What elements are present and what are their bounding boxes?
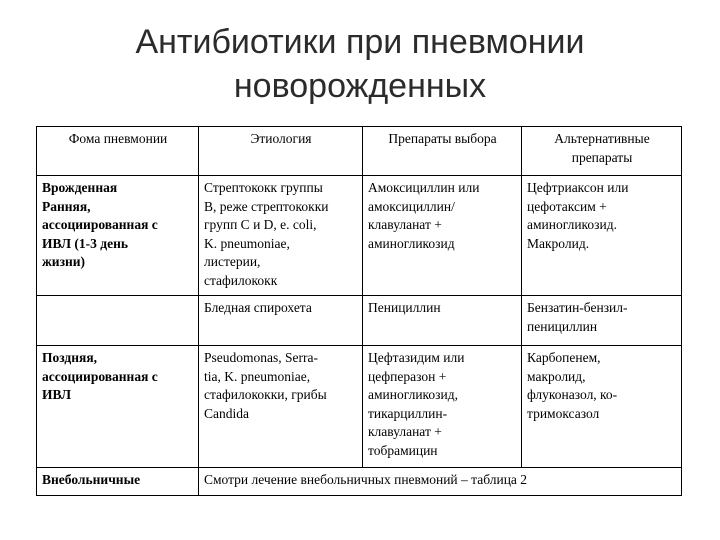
cell-etiology: Стрептококк группы B, реже стрептококки групп C и D, e. coli, K. pneumoniae, листерии, стафилококк <box>199 176 363 296</box>
header-etiology: Этиология <box>199 127 363 176</box>
page-title <box>0 20 720 108</box>
table-row <box>37 176 682 296</box>
header-drugs-of-choice: Препараты выбора <box>363 127 522 176</box>
cell-form <box>37 296 199 346</box>
table-row <box>37 296 682 346</box>
title-line-1: Антибиотики при пневмонии <box>135 23 585 61</box>
table-row <box>37 346 682 468</box>
header-alternative-drugs: Альтернативные препараты <box>522 127 682 176</box>
cell-alternative: Карбопенем, макролид, флуконазол, ко- тримоксазол <box>522 346 682 468</box>
cell-first-choice: Амоксициллин или амоксициллин/ клавуланат + аминогликозид <box>363 176 522 296</box>
title-line-2: новорожденных <box>233 67 487 105</box>
cell-first-choice: Цефтазидим или цефперазон + аминогликозид, тикарциллин- клавуланат + тобрамицин <box>363 346 522 468</box>
cell-form: Внебольничные <box>37 468 199 496</box>
cell-alternative: Цефтриаксон или цефотаксим + аминогликозид. Макролид. <box>522 176 682 296</box>
table-header-row <box>37 127 682 176</box>
cell-first-choice: Пенициллин <box>363 296 522 346</box>
cell-form: Поздняя, ассоциированная с ИВЛ <box>37 346 199 468</box>
cell-alternative: Бензатин-бензил- пенициллин <box>522 296 682 346</box>
cell-see-note: Смотри лечение внебольничных пневмоний – таблица 2 <box>199 468 682 496</box>
antibiotics-table <box>36 126 682 496</box>
cell-form: Врожденная Ранняя, ассоциированная с ИВЛ (1-3 день жизни) <box>37 176 199 296</box>
cell-etiology: Pseudomonas, Serra- tia, K. pneumoniae, стафилококки, грибы Candida <box>199 346 363 468</box>
header-pneumonia-form: Фома пневмонии <box>37 127 199 176</box>
table-row <box>37 468 682 496</box>
cell-etiology: Бледная спирохета <box>199 296 363 346</box>
